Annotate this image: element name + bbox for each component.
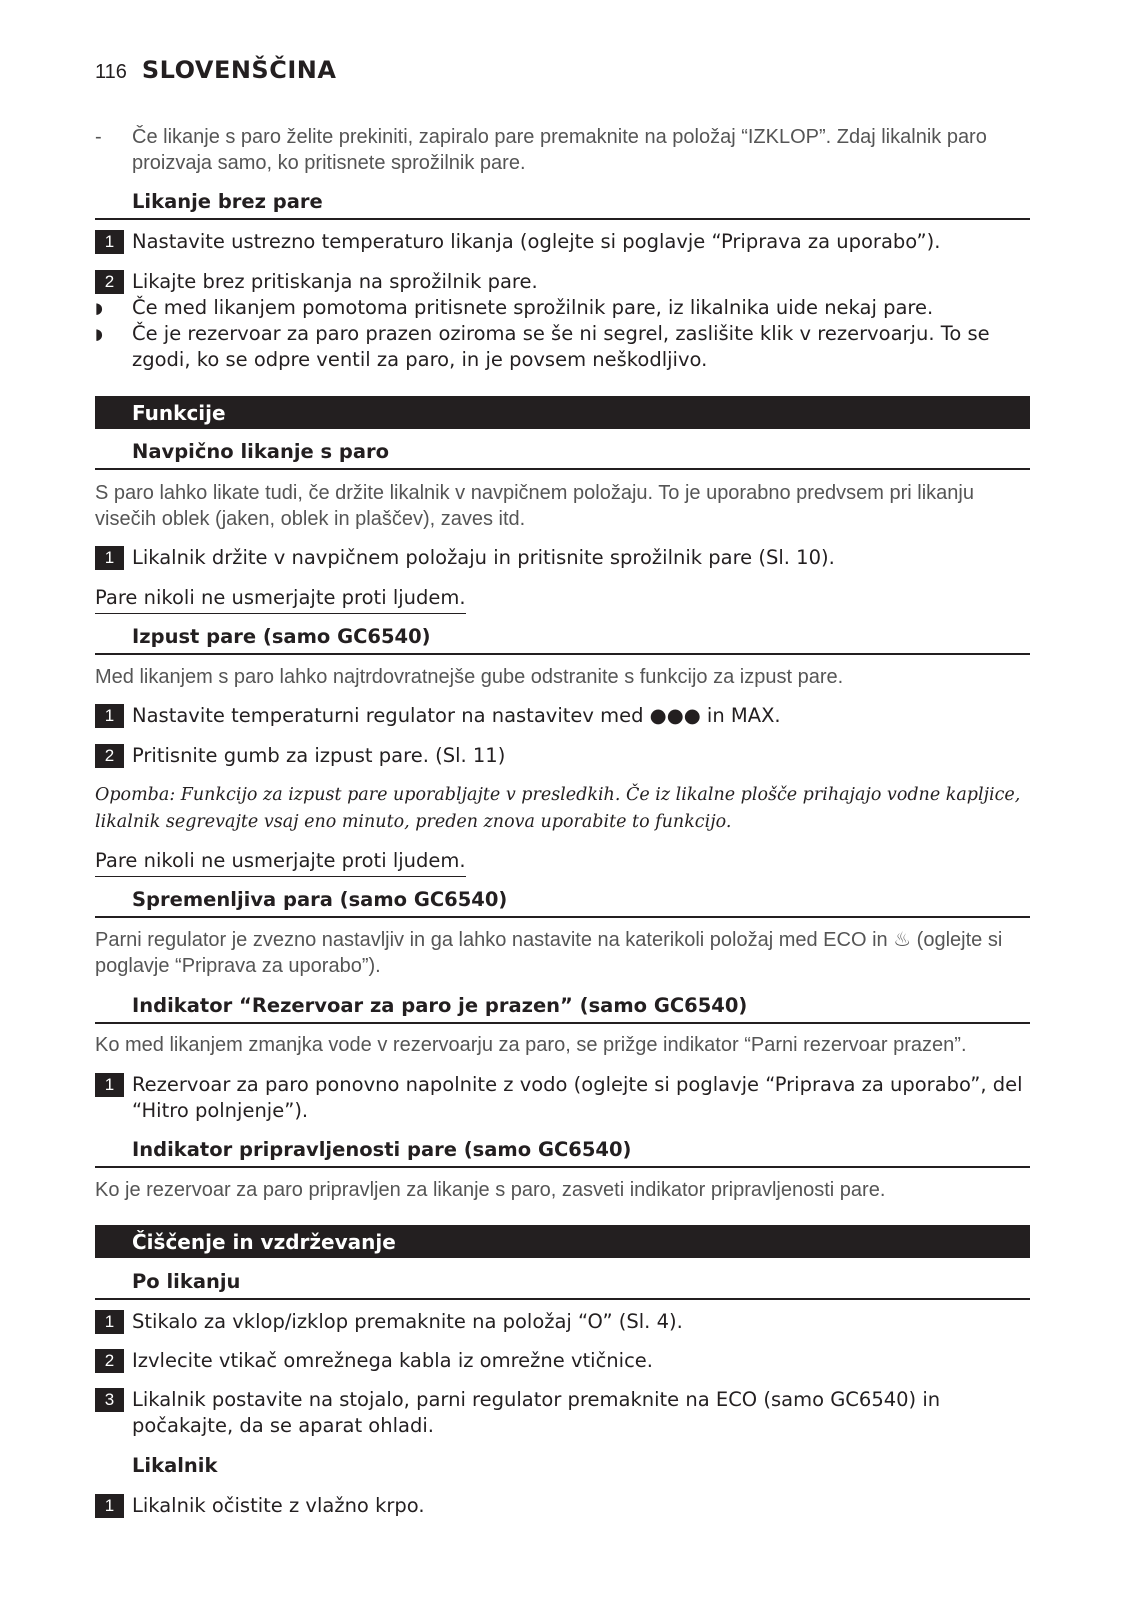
warning-text: Pare nikoli ne usmerjajte proti ljudem. [95,848,466,877]
subheading-izpust-pare: Izpust pare (samo GC6540) [95,623,1030,655]
subheading-navpicno-likanje: Navpično likanje s paro [95,438,1030,470]
step-text: Nastavite temperaturni regulator na nastavitev med ●●● in MAX. [132,704,781,727]
intro-text: Če likanje s paro želite prekiniti, zapiralo pare premaknite na položaj “IZKLOP”. Zdaj likalnik paro proizvaja samo, ko pritisnete sprožilnik pare. [132,126,987,174]
step-number: 3 [95,1388,124,1412]
bullet-icon: ◗ [95,325,103,343]
step-number: 1 [95,546,124,570]
page-header [95,56,336,86]
step-number: 1 [95,704,124,728]
step-text: Pritisnite gumb za izpust pare. (Sl. 11) [132,744,506,767]
step-text: Likalnik držite v navpičnem položaju in pritisnite sprožilnik pare (Sl. 10). [132,546,835,569]
bullet-item: ◗ Če med likanjem pomotoma pritisnete sprožilnik pare, iz likalnika uide nekaj pare. [95,296,934,319]
step-text: Izvlecite vtikač omrežnega kabla iz omrežne vtičnice. [132,1349,653,1372]
subheading-spremenljiva-para: Spremenljiva para (samo GC6540) [95,886,1030,918]
step-text: Likalnik postavite na stojalo, parni regulator premaknite na ECO (samo GC6540) in počakajte, da se aparat ohladi. [132,1388,941,1437]
paragraph: S paro lahko likate tudi, če držite likalnik v navpičnem položaju. To je uporabno predvsem pri likanju visečih oblek (jaken, oblek in plaščev), zaves itd. [95,482,974,530]
dash-marker: - [95,126,102,148]
paragraph: Ko je rezervoar za paro pripravljen za likanje s paro, zasveti indikator pripravljenosti pare. [95,1179,886,1201]
subheading-po-likanju: Po likanju [95,1268,1030,1300]
subheading-likanje-brez-pare: Likanje brez pare [95,188,1030,220]
bullet-icon: ◗ [95,299,103,317]
subheading-indikator-prazen: Indikator “Rezervoar za paro je prazen” (samo GC6540) [95,992,1030,1024]
step-3 [95,1387,1030,1439]
subheading-indikator-pripravljenosti: Indikator pripravljenosti pare (samo GC6540) [95,1136,1030,1168]
step-text: Likalnik očistite z vlažno krpo. [132,1494,425,1517]
step-number: 1 [95,1494,124,1518]
step-number: 2 [95,1349,124,1373]
paragraph: Ko med likanjem zmanjka vode v rezervoarju za paro, se prižge indikator “Parni rezervoar prazen”. [95,1034,967,1056]
step-text: Rezervoar za paro ponovno napolnite z vodo (oglejte si poglavje “Priprava za uporabo”, del “Hitro polnjenje”). [132,1073,1023,1122]
page-number: 116 [95,61,127,83]
bullet-item: ◗ Če je rezervoar za paro prazen oziroma se še ni segrel, zaslišite klik v rezervoarju. To se zgodi, ko se odpre ventil za paro, in je povsem neškodljivo. [95,322,990,371]
step-1 [95,703,1030,729]
subheading-likalnik: Likalnik [132,1454,218,1477]
step-number: 1 [95,1073,124,1097]
step-number: 2 [95,270,124,294]
intro-paragraph [95,124,1030,176]
step-1 [95,1072,1030,1124]
note-text: Opomba: Funkcijo za izpust pare uporabljajte v presledkih. Če iz likalne plošče prihajajo vodne kapljice, likalnik segrevajte vsaj eno minuto, preden znova uporabite to funkcijo. [95,785,1021,832]
step-2 [95,269,1030,295]
paragraph: Parni regulator je zvezno nastavljiv in ga lahko nastavite na katerikoli položaj med ECO in ♨ (oglejte si poglavje “Priprava za uporabo”). [95,929,1003,977]
step-2 [95,1348,1030,1374]
step-2 [95,743,1030,769]
step-text: Likajte brez pritiskanja na sprožilnik pare. [132,270,538,293]
step-text: Nastavite ustrezno temperaturo likanja (oglejte si poglavje “Priprava za uporabo”). [132,230,941,253]
step-1 [95,545,1030,571]
step-1 [95,1309,1030,1335]
step-1 [95,229,1030,255]
step-1 [95,1493,1030,1519]
paragraph: Med likanjem s paro lahko najtrdovratnejše gube odstranite s funkcijo za izpust pare. [95,666,844,688]
section-funkcije: Funkcije [95,396,1030,429]
section-ciscenje: Čiščenje in vzdrževanje [95,1225,1030,1258]
step-number: 1 [95,1310,124,1334]
step-number: 2 [95,744,124,768]
step-text: Stikalo za vklop/izklop premaknite na položaj “O” (Sl. 4). [132,1310,683,1333]
step-number: 1 [95,230,124,254]
language-title: SLOVENŠČINA [141,56,337,84]
warning-text: Pare nikoli ne usmerjajte proti ljudem. [95,585,466,614]
